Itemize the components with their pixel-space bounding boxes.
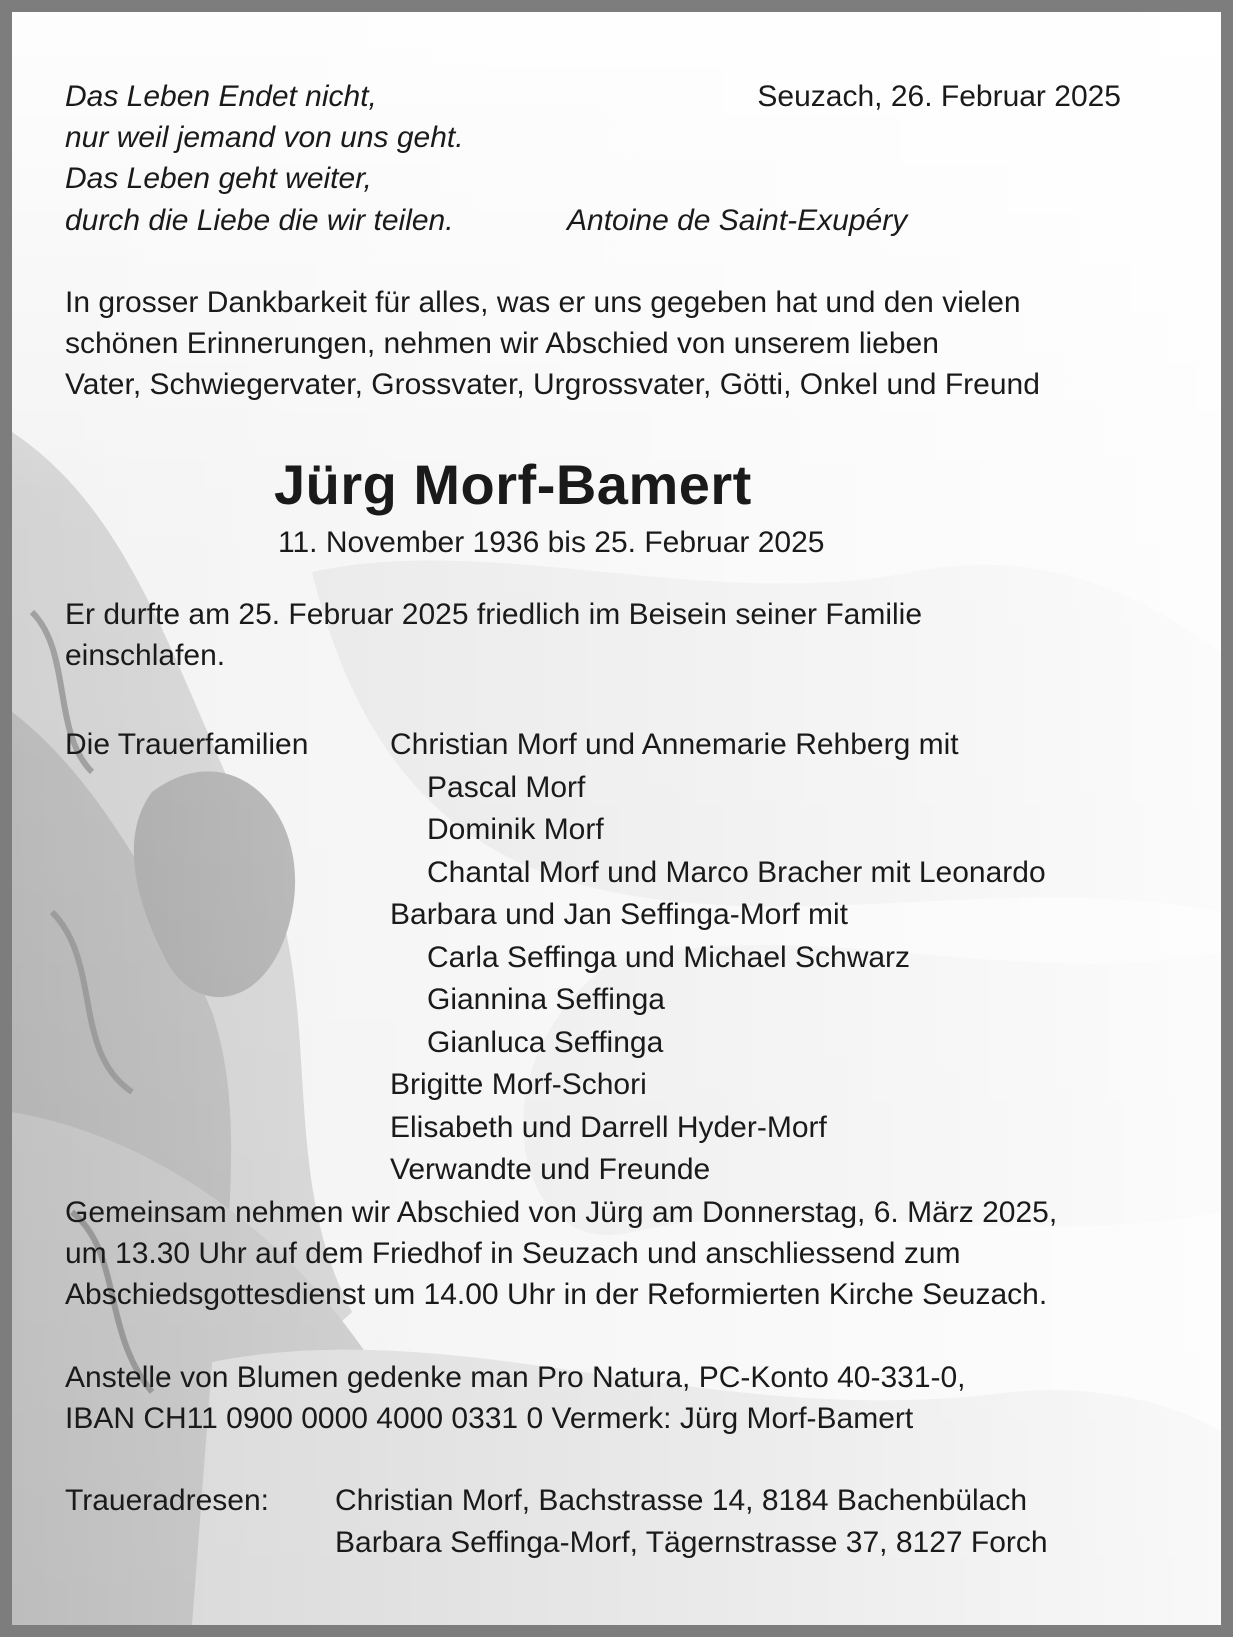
mourner-entry: Carla Seffinga und Michael Schwarz [427, 940, 911, 974]
ceremony-line-3: Abschiedsgottesdienst um 14.00 Uhr in der Reformierten Kirche Seuzach. [65, 1278, 1048, 1311]
mourner-entry: Pascal Morf [427, 770, 586, 804]
life-dates: 11. November 1936 bis 25. Februar 2025 [278, 526, 825, 559]
intro-line-2: schönen Erinnerungen, nehmen wir Abschied von unserem lieben [65, 327, 939, 360]
addresses-list [335, 1480, 1048, 1564]
mourners-label: Die Trauerfamilien [65, 728, 309, 761]
donation-line-2: IBAN CH11 0900 0000 4000 0331 0 Vermerk: Jürg Morf-Bamert [65, 1402, 914, 1435]
place-date: Seuzach, 26. Februar 2025 [757, 80, 1121, 113]
addresses-label: Traueradresen: [65, 1484, 269, 1517]
ceremony-line-1: Gemeinsam nehmen wir Abschied von Jürg am Donnerstag, 6. März 2025, [65, 1196, 1058, 1229]
mourner-entry: Verwandte und Freunde [390, 1153, 711, 1186]
quote-line-2: nur weil jemand von uns geht. [65, 121, 464, 154]
donation-line-1: Anstelle von Blumen gedenke man Pro Natura, PC-Konto 40-331-0, [65, 1361, 966, 1394]
quote-line-4: durch die Liebe die wir teilen. [65, 204, 454, 237]
quote-line-1: Das Leben Endet nicht, [65, 80, 377, 113]
mourner-entry: Brigitte Morf-Schori [390, 1068, 647, 1101]
quote-author: Antoine de Saint-Exupéry [567, 204, 908, 237]
notice-content [12, 12, 1221, 1625]
address-line: Christian Morf, Bachstrasse 14, 8184 Bachenbülach [335, 1484, 1028, 1517]
passing-line-2: einschlafen. [65, 639, 226, 672]
mourner-entry: Elisabeth und Darrell Hyder-Morf [390, 1110, 827, 1144]
mourner-entry: Barbara und Jan Seffinga-Morf mit [390, 898, 849, 931]
mourner-entry: Giannina Seffinga [427, 983, 665, 1016]
quote-line-3: Das Leben geht weiter, [65, 162, 372, 195]
mourners-list [390, 724, 1046, 1192]
ceremony-line-2: um 13.30 Uhr auf dem Friedhof in Seuzach und anschliessend zum [65, 1237, 961, 1270]
intro-line-1: In grosser Dankbarkeit für alles, was er uns gegeben hat und den vielen [65, 286, 1021, 319]
mourner-entry: Gianluca Seffinga [427, 1025, 664, 1059]
address-line: Barbara Seffinga-Morf, Tägernstrasse 37, 8127 Forch [335, 1526, 1048, 1559]
passing-line-1: Er durfte am 25. Februar 2025 friedlich im Beisein seiner Familie [65, 598, 923, 631]
intro-line-3: Vater, Schwiegervater, Grossvater, Urgrossvater, Götti, Onkel und Freund [65, 368, 1040, 401]
mourner-entry: Dominik Morf [427, 813, 604, 846]
mourner-entry: Christian Morf und Annemarie Rehberg mit [390, 728, 959, 761]
deceased-name: Jürg Morf-Bamert [274, 453, 752, 516]
mourner-entry: Chantal Morf und Marco Bracher mit Leonardo [427, 855, 1046, 889]
